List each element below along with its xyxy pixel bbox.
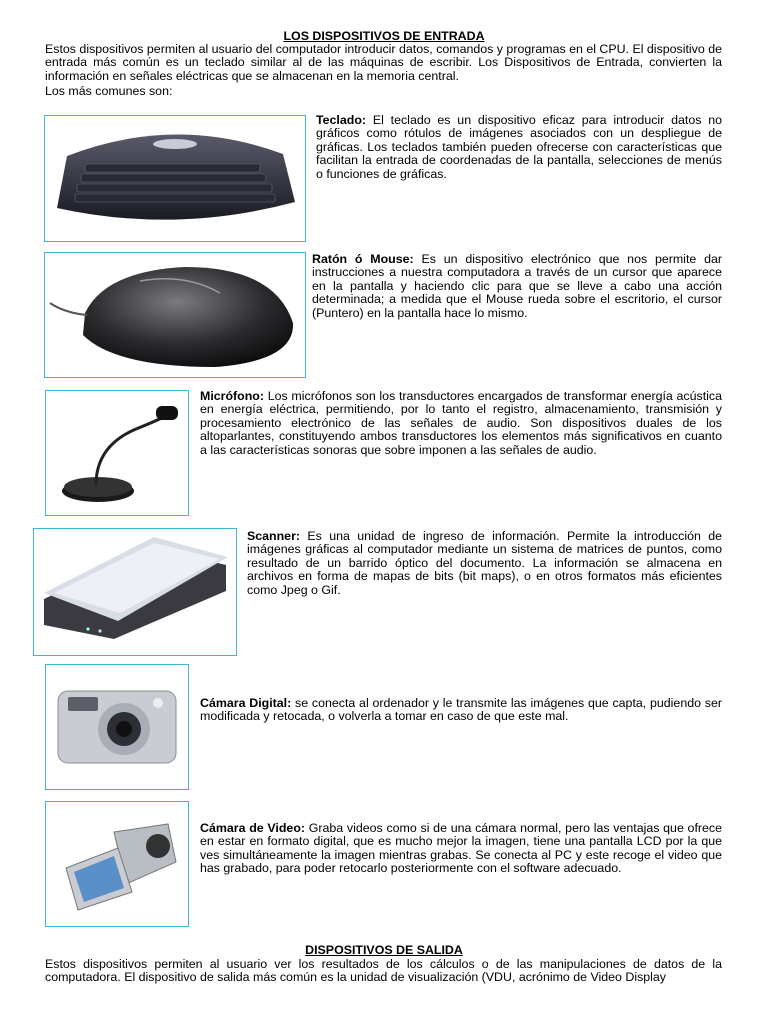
digital-camera-image [45, 664, 189, 790]
microphone-text: Los micrófonos son los transductores encargados de transformar energía acústica en energía eléctrica, permitiendo, por lo tanto el registro, almacenamiento, transmisión y procesamiento electrónico de las señales de audio. Son dispositivos duales de los altoparlantes, constituyendo ambos transductores los elementos más significativos en cuanto a las características sonoras que sobre imponen a las señales de audio. [200, 389, 722, 457]
video-camera-image [45, 801, 189, 927]
scanner-text: Es una unidad de ingreso de información. Permite la introducción de imágenes gráficas al computador mediante un sistema de matrices de puntos, como resultado de un barrido óptico del documento. La información se almacena en archivos en forma de mapas de bits (bit maps), o en otros formatos más eficientes como Jpeg o Gif. [247, 529, 722, 597]
digital-camera-term: Cámara Digital: [200, 696, 292, 710]
digital-camera-text: se conecta al ordenador y le transmite las imágenes que capta, pudiendo ser modificada y retocada, o volverla a tomar en caso de que este mal. [200, 696, 722, 724]
mouse-description [312, 253, 722, 320]
output-section-title: DISPOSITIVOS DE SALIDA [305, 943, 463, 957]
mouse-image [44, 252, 306, 378]
scanner-term: Scanner: [247, 529, 301, 543]
output-intro: Estos dispositivos permiten al usuario ver los resultados de los cálculos o de las manipulaciones de datos de la computadora. El dispositivo de salida más común es la unidad de visualización (VDU, acrónimo de Video Display [45, 957, 722, 985]
input-intro-list-lead: Los más comunes son: [45, 84, 173, 98]
scanner-description [247, 530, 722, 597]
keyboard-description [316, 114, 722, 181]
video-camera-term: Cámara de Video: [200, 821, 306, 835]
keyboard-term: Teclado: [316, 113, 367, 127]
microphone-description [200, 390, 722, 457]
video-camera-description [200, 822, 722, 876]
microphone-term: Micrófono: [200, 389, 265, 403]
keyboard-text: El teclado es un dispositivo eficaz para introducir datos no gráficos como rótulos de imágenes asociados con un despliegue de gráficas. Los teclados también pueden ofrecerse con características que facilitan la entrada de coordenadas de la pantalla, selecciones de menús o funciones de gráficas. [316, 113, 722, 181]
keyboard-image [44, 115, 306, 242]
digital-camera-description [200, 697, 722, 724]
microphone-image [45, 390, 189, 516]
video-camera-text: Graba videos como si de una cámara normal, pero las ventajas que ofrece en estar en formato digital, que es mucho mejor la imagen, tiene una pantalla LCD por la que ves simultáneamente la imagen mientras grabas. Se conecta al PC y este recoge el video que has grabado, para poder retocarlo posteriormente con el software adecuado. [200, 821, 722, 876]
scanner-image [33, 528, 237, 656]
mouse-text: Es un dispositivo electrónico que nos permite dar instrucciones a nuestra computadora a través de un cursor que aparece en la pantalla y haciendo clic para que se lleve a cabo una acción determinada; a medida que el Mouse rueda sobre el escritorio, el cursor (Puntero) en la pantalla hace lo mismo. [312, 252, 722, 320]
mouse-term: Ratón ó Mouse: [312, 252, 414, 266]
input-intro: Estos dispositivos permiten al usuario del computador introducir datos, comandos y programas en el CPU. El dispositivo de entrada más común es un teclado similar al de las máquinas de escribir. Los Dispositivos de Entrada, convierten la información en señales eléctricas que se almacenan en la memoria central. [45, 42, 722, 83]
input-section-title: LOS DISPOSITIVOS DE ENTRADA [283, 29, 485, 43]
